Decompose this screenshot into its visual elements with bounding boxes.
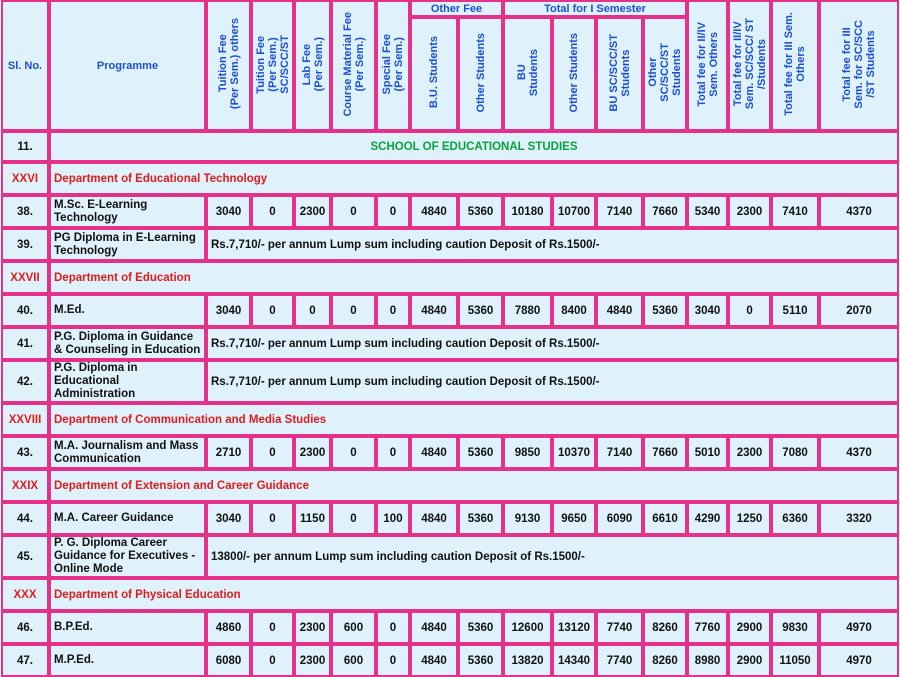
fee-cell: 5360 bbox=[458, 436, 503, 469]
fee-cell: 1250 bbox=[728, 502, 771, 535]
row-sl-no: 43. bbox=[1, 436, 49, 469]
table-row bbox=[1, 502, 899, 535]
fee-structure-table bbox=[1, 0, 899, 677]
header-bu-students: B.U. Students bbox=[410, 17, 458, 131]
fee-cell: 7410 bbox=[771, 195, 819, 228]
fee-cell: 6610 bbox=[643, 502, 687, 535]
fee-cell: 0 bbox=[331, 195, 376, 228]
fee-cell: 0 bbox=[251, 436, 294, 469]
fee-cell: 5110 bbox=[771, 294, 819, 327]
header-special-fee: Special Fee (Per Sem.) bbox=[376, 0, 410, 131]
row-lump-sum-note: 13800/- per annum Lump sum including caution Deposit of Rs.1500/- bbox=[206, 535, 899, 578]
header-other-sc-students: Other SC/SCC/ST Students bbox=[643, 17, 687, 131]
row-lump-sum-note: Rs.7,710/- per annum Lump sum including caution Deposit of Rs.1500/- bbox=[206, 327, 899, 360]
fee-cell: 12600 bbox=[503, 611, 552, 644]
department-row bbox=[1, 469, 899, 502]
fee-cell: 0 bbox=[331, 436, 376, 469]
department-row bbox=[1, 162, 899, 195]
fee-cell: 13120 bbox=[552, 611, 596, 644]
table-row bbox=[1, 228, 899, 261]
fee-cell: 2300 bbox=[294, 436, 331, 469]
fee-cell: 8260 bbox=[643, 611, 687, 644]
fee-cell: 3320 bbox=[819, 502, 899, 535]
fee-cell: 4840 bbox=[410, 502, 458, 535]
fee-cell: 8400 bbox=[552, 294, 596, 327]
fee-cell: 0 bbox=[376, 195, 410, 228]
fee-cell: 2300 bbox=[728, 195, 771, 228]
table-row bbox=[1, 360, 899, 403]
row-programme: M.Ed. bbox=[49, 294, 206, 327]
department-row bbox=[1, 578, 899, 611]
fee-cell: 4840 bbox=[410, 195, 458, 228]
fee-cell: 10180 bbox=[503, 195, 552, 228]
department-roman: XXX bbox=[1, 578, 49, 611]
department-name: Department of Education bbox=[49, 261, 899, 294]
fee-cell: 7740 bbox=[596, 611, 643, 644]
row-programme: P.G. Diploma in Educational Administration bbox=[49, 360, 206, 403]
fee-cell: 10700 bbox=[552, 195, 596, 228]
header-total-3-others: Total fee for III Sem. Others bbox=[771, 0, 819, 131]
fee-cell: 6090 bbox=[596, 502, 643, 535]
fee-cell: 5360 bbox=[458, 502, 503, 535]
fee-cell: 4860 bbox=[206, 611, 251, 644]
department-name: Department of Educational Technology bbox=[49, 162, 899, 195]
fee-cell: 13820 bbox=[503, 644, 552, 677]
row-programme: P. G. Diploma Career Guidance for Executives - Online Mode bbox=[49, 535, 206, 578]
row-lump-sum-note: Rs.7,710/- per annum Lump sum including caution Deposit of Rs.1500/- bbox=[206, 228, 899, 261]
row-sl-no: 44. bbox=[1, 502, 49, 535]
table-row bbox=[1, 611, 899, 644]
fee-cell: 4840 bbox=[410, 611, 458, 644]
row-programme: M.Sc. E-Learning Technology bbox=[49, 195, 206, 228]
row-sl-no: 38. bbox=[1, 195, 49, 228]
fee-cell: 7660 bbox=[643, 436, 687, 469]
fee-cell: 0 bbox=[294, 294, 331, 327]
fee-cell: 0 bbox=[251, 502, 294, 535]
fee-cell: 600 bbox=[331, 611, 376, 644]
fee-cell: 2070 bbox=[819, 294, 899, 327]
fee-cell: 0 bbox=[251, 195, 294, 228]
header-bu-students-total: BU Students bbox=[503, 17, 552, 131]
fee-cell: 5340 bbox=[687, 195, 728, 228]
fee-cell: 0 bbox=[331, 294, 376, 327]
department-roman: XXIX bbox=[1, 469, 49, 502]
fee-cell: 6080 bbox=[206, 644, 251, 677]
fee-cell: 4370 bbox=[819, 436, 899, 469]
fee-cell: 0 bbox=[376, 436, 410, 469]
department-roman: XXVIII bbox=[1, 403, 49, 436]
school-sl: 11. bbox=[1, 131, 49, 162]
fee-cell: 4970 bbox=[819, 644, 899, 677]
row-sl-no: 40. bbox=[1, 294, 49, 327]
fee-cell: 100 bbox=[376, 502, 410, 535]
fee-cell: 3040 bbox=[687, 294, 728, 327]
table-row bbox=[1, 327, 899, 360]
fee-cell: 4840 bbox=[410, 436, 458, 469]
department-name: Department of Extension and Career Guidance bbox=[49, 469, 899, 502]
fee-cell: 7660 bbox=[643, 195, 687, 228]
row-sl-no: 47. bbox=[1, 644, 49, 677]
row-sl-no: 45. bbox=[1, 535, 49, 578]
header-programme: Programme bbox=[49, 0, 206, 131]
fee-cell: 2300 bbox=[728, 436, 771, 469]
header-total-first-sem: Total for I Semester bbox=[503, 0, 687, 17]
department-roman: XXVI bbox=[1, 162, 49, 195]
row-sl-no: 41. bbox=[1, 327, 49, 360]
fee-cell: 0 bbox=[728, 294, 771, 327]
fee-cell: 7760 bbox=[687, 611, 728, 644]
fee-cell: 0 bbox=[331, 502, 376, 535]
table-row bbox=[1, 436, 899, 469]
header-total-3-sc: Total fee for III Sem. for SC/SCC /ST Students bbox=[819, 0, 899, 131]
header-total-2-4-others: Total fee for II/IV Sem. Others bbox=[687, 0, 728, 131]
fee-cell: 2300 bbox=[294, 195, 331, 228]
header-lab-fee: Lab Fee (Per Sem.) bbox=[294, 0, 331, 131]
fee-cell: 14340 bbox=[552, 644, 596, 677]
table-row bbox=[1, 195, 899, 228]
department-name: Department of Physical Education bbox=[49, 578, 899, 611]
fee-cell: 4290 bbox=[687, 502, 728, 535]
row-programme: P.G. Diploma in Guidance & Counseling in Education bbox=[49, 327, 206, 360]
header-tuition-others: Tuition Fee (Per Sem.) others bbox=[206, 0, 251, 131]
header-tuition-sc: Tuition Fee (Per Sem.) SC/SCC/ST bbox=[251, 0, 294, 131]
header-other-students-total: Other Students bbox=[552, 17, 596, 131]
fee-cell: 1150 bbox=[294, 502, 331, 535]
fee-cell: 4840 bbox=[410, 294, 458, 327]
fee-cell: 4970 bbox=[819, 611, 899, 644]
department-roman: XXVII bbox=[1, 261, 49, 294]
fee-cell: 2710 bbox=[206, 436, 251, 469]
fee-cell: 0 bbox=[251, 644, 294, 677]
table-body bbox=[1, 131, 899, 677]
table-row bbox=[1, 294, 899, 327]
row-sl-no: 39. bbox=[1, 228, 49, 261]
department-name: Department of Communication and Media Studies bbox=[49, 403, 899, 436]
row-programme: M.P.Ed. bbox=[49, 644, 206, 677]
fee-cell: 0 bbox=[376, 644, 410, 677]
fee-cell: 7080 bbox=[771, 436, 819, 469]
fee-cell: 11050 bbox=[771, 644, 819, 677]
header-total-2-4-sc: Total fee for II/IV Sem. SC/SCC/ ST /Students bbox=[728, 0, 771, 131]
fee-cell: 2900 bbox=[728, 644, 771, 677]
fee-cell: 5010 bbox=[687, 436, 728, 469]
fee-cell: 7740 bbox=[596, 644, 643, 677]
school-name: SCHOOL OF EDUCATIONAL STUDIES bbox=[49, 131, 899, 162]
row-sl-no: 46. bbox=[1, 611, 49, 644]
fee-cell: 9850 bbox=[503, 436, 552, 469]
fee-cell: 3040 bbox=[206, 195, 251, 228]
fee-cell: 4840 bbox=[596, 294, 643, 327]
fee-cell: 5360 bbox=[458, 644, 503, 677]
fee-cell: 7140 bbox=[596, 195, 643, 228]
header-course-material: Course Material Fee (Per Sem.) bbox=[331, 0, 376, 131]
header-sl-no: Sl. No. bbox=[1, 0, 49, 131]
fee-cell: 4840 bbox=[410, 644, 458, 677]
fee-cell: 3040 bbox=[206, 502, 251, 535]
fee-cell: 4370 bbox=[819, 195, 899, 228]
fee-cell: 0 bbox=[376, 294, 410, 327]
fee-cell: 5360 bbox=[458, 195, 503, 228]
fee-cell: 5360 bbox=[458, 611, 503, 644]
fee-cell: 0 bbox=[251, 611, 294, 644]
row-sl-no: 42. bbox=[1, 360, 49, 403]
fee-cell: 5360 bbox=[643, 294, 687, 327]
fee-cell: 9130 bbox=[503, 502, 552, 535]
row-programme: M.A. Career Guidance bbox=[49, 502, 206, 535]
header-other-students: Other Students bbox=[458, 17, 503, 131]
fee-cell: 0 bbox=[251, 294, 294, 327]
header-other-fee: Other Fee bbox=[410, 0, 503, 17]
fee-cell: 600 bbox=[331, 644, 376, 677]
fee-cell: 8980 bbox=[687, 644, 728, 677]
fee-cell: 8260 bbox=[643, 644, 687, 677]
school-row bbox=[1, 131, 899, 162]
department-row bbox=[1, 261, 899, 294]
table-row bbox=[1, 535, 899, 578]
header-bu-sc-students: BU SC/SCC/ST Students bbox=[596, 17, 643, 131]
fee-cell: 0 bbox=[376, 611, 410, 644]
table-header bbox=[1, 0, 899, 131]
table-row bbox=[1, 644, 899, 677]
fee-cell: 7880 bbox=[503, 294, 552, 327]
fee-cell: 2300 bbox=[294, 644, 331, 677]
row-lump-sum-note: Rs.7,710/- per annum Lump sum including caution Deposit of Rs.1500/- bbox=[206, 360, 899, 403]
fee-cell: 3040 bbox=[206, 294, 251, 327]
fee-cell: 2900 bbox=[728, 611, 771, 644]
fee-cell: 10370 bbox=[552, 436, 596, 469]
fee-cell: 9650 bbox=[552, 502, 596, 535]
fee-cell: 9830 bbox=[771, 611, 819, 644]
fee-cell: 6360 bbox=[771, 502, 819, 535]
department-row bbox=[1, 403, 899, 436]
fee-cell: 2300 bbox=[294, 611, 331, 644]
fee-cell: 5360 bbox=[458, 294, 503, 327]
row-programme: PG Diploma in E-Learning Technology bbox=[49, 228, 206, 261]
row-programme: B.P.Ed. bbox=[49, 611, 206, 644]
fee-cell: 7140 bbox=[596, 436, 643, 469]
row-programme: M.A. Journalism and Mass Communication bbox=[49, 436, 206, 469]
